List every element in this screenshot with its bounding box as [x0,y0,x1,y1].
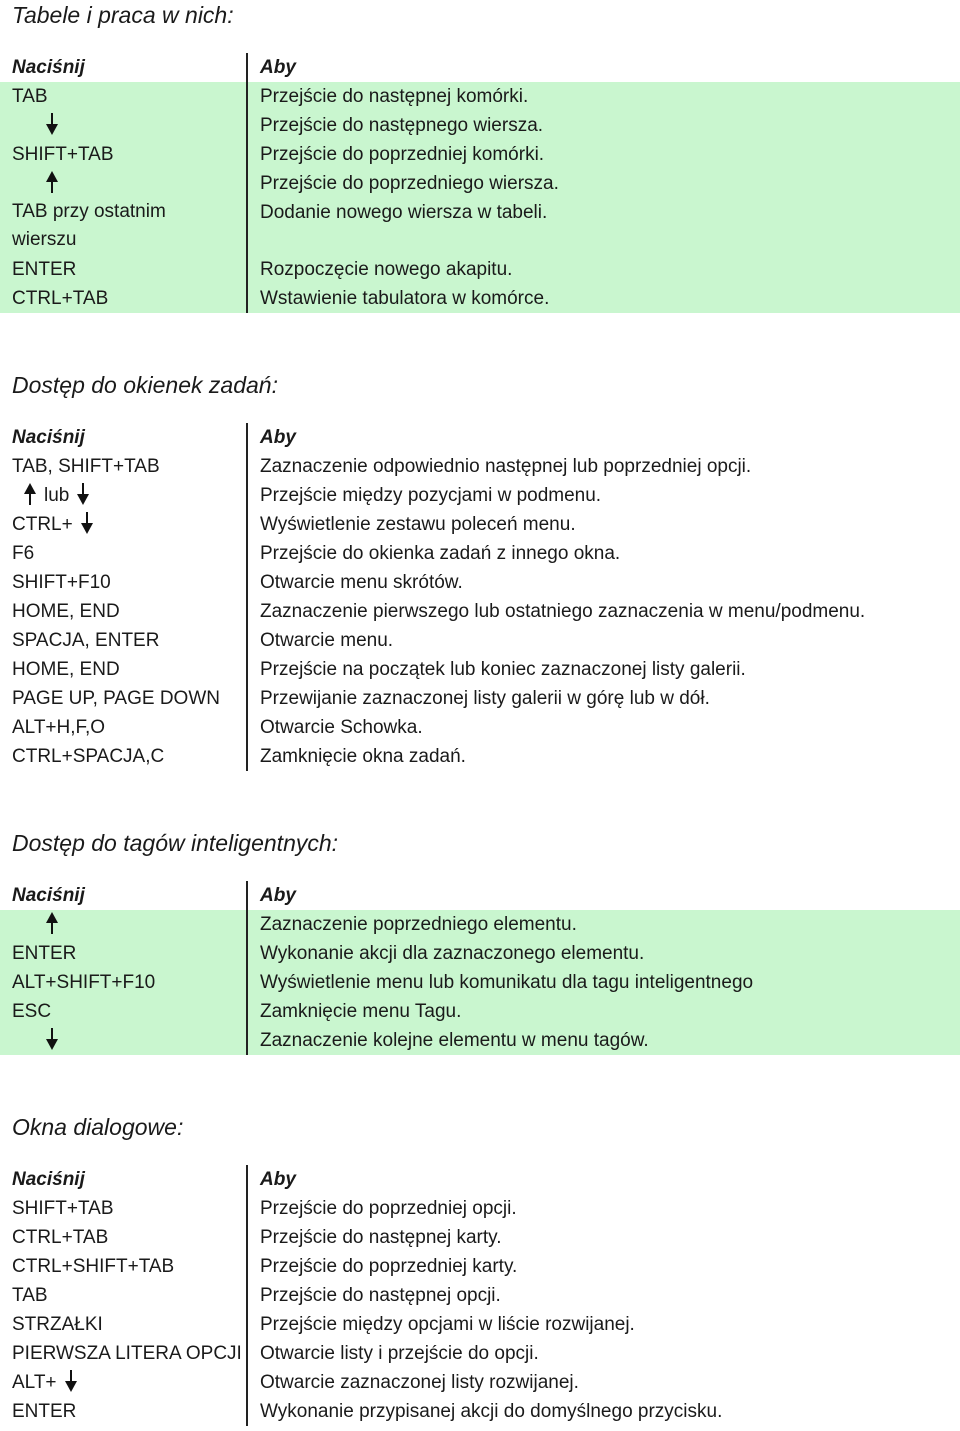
shortcut-key: HOME, END [12,601,120,622]
table-row [0,655,960,684]
shortcut-action: Wykonanie akcji dla zaznaczonego elementu. [247,939,960,968]
table-row [0,111,960,140]
table-row [0,1223,960,1252]
shortcut-action: Otwarcie zaznaczonej listy rozwijanej. [260,1372,579,1393]
shortcut-action: Przejście między pozycjami w podmenu. [260,485,602,506]
shortcut-action: Przejście do poprzedniej karty. [260,1256,518,1277]
table-row [0,939,960,968]
shortcut-key: STRZAŁKI [12,1314,103,1335]
shortcut-key: SHIFT+TAB [12,144,114,165]
shortcut-key-cell [0,284,247,313]
column-header-action: Aby [260,57,296,78]
shortcut-action: Przejście między opcjami w liście rozwijanej. [260,1314,635,1335]
table-row [0,568,960,597]
shortcut-key-cell [0,713,247,742]
shortcut-action: Otwarcie menu skrótów. [260,572,463,593]
shortcut-key: CTRL+TAB [12,1227,109,1248]
shortcut-action: Przejście do następnej komórki. [247,82,960,111]
shortcut-key-cell [0,255,247,284]
arrow-down-icon [75,482,91,506]
shortcut-action: Przejście do poprzedniej opcji. [260,1198,517,1219]
shortcut-key-cell [0,684,247,713]
shortcut-action: Rozpoczęcie nowego akapitu. [247,255,960,284]
section-tabele [0,0,960,313]
shortcut-action: Zaznaczenie kolejne elementu w menu tagów. [247,1026,960,1055]
shortcut-key-cell [0,1026,247,1055]
shortcut-action: Przejście do następnej karty. [260,1227,502,1248]
shortcut-key-cell [0,939,247,968]
shortcut-key-cell [0,910,247,939]
table-row [0,169,960,198]
shortcut-key-cell [0,510,247,539]
section-title: Tabele i praca w nich: [12,2,234,28]
shortcut-key-cell [0,568,247,597]
table-row [0,1026,960,1055]
shortcut-action: Wykonanie przypisanej akcji do domyślnego przycisku. [260,1401,723,1422]
column-header-key: Naciśnij [0,53,247,82]
table-header-row [0,881,960,910]
shortcut-key-cell [0,1397,247,1426]
shortcut-action: Zamknięcie okna zadań. [260,746,466,767]
arrow-down-icon [44,112,60,136]
shortcut-action: Otwarcie Schowka. [260,717,423,738]
shortcut-key-cell [0,481,247,510]
shortcut-action: Zaznaczenie pierwszego lub ostatniego zaznaczenia w menu/podmenu. [260,601,866,622]
shortcut-action: Zaznaczenie poprzedniego elementu. [247,910,960,939]
table-header-row [0,423,960,452]
shortcut-table [0,1165,960,1426]
table-row [0,82,960,111]
shortcut-key: SPACJA, ENTER [12,630,160,651]
shortcut-key-cell [0,1194,247,1223]
shortcut-action: Zamknięcie menu Tagu. [247,997,960,1026]
arrow-down-icon [79,511,95,535]
shortcut-key-cell [0,626,247,655]
table-row [0,1281,960,1310]
shortcut-key-cell [0,997,247,1026]
arrow-up-icon [22,482,38,506]
table-row [0,198,960,255]
table-row [0,997,960,1026]
table-row [0,684,960,713]
shortcut-key: ALT+H,F,O [12,717,106,738]
shortcut-key-cell [0,655,247,684]
section-title: Okna dialogowe: [12,1114,184,1140]
table-row [0,968,960,997]
shortcut-key: F6 [12,543,35,564]
shortcut-key-cell [0,1310,247,1339]
shortcut-action: Wyświetlenie menu lub komunikatu dla tagu inteligentnego [247,968,960,997]
shortcut-key: TAB [12,1285,48,1306]
shortcut-action: Przejście do następnego wiersza. [247,111,960,140]
shortcut-key: ENTER [12,943,77,964]
table-row [0,140,960,169]
shortcut-key-cell [0,1281,247,1310]
arrow-up-icon [44,911,60,935]
shortcut-key: CTRL+TAB [12,288,109,309]
table-header-row [0,1165,960,1194]
table-row [0,1194,960,1223]
shortcut-action: Przejście do okienka zadań z innego okna. [260,543,621,564]
shortcut-action: Wstawienie tabulatora w komórce. [247,284,960,313]
table-row [0,452,960,481]
shortcut-action: Otwarcie listy i przejście do opcji. [260,1343,539,1364]
shortcut-key: PIERWSZA LITERA OPCJI [12,1343,242,1364]
shortcut-key: TAB, SHIFT+TAB [12,456,160,477]
shortcut-key: CTRL+SPACJA,C [12,746,165,767]
shortcut-key: PAGE UP, PAGE DOWN [12,688,220,709]
shortcut-key-cell [0,1252,247,1281]
shortcut-key: ALT+ [12,1372,57,1393]
table-header-row [0,53,960,82]
table-row [0,910,960,939]
section-title: Dostęp do okienek zadań: [12,372,278,398]
shortcut-key-cell [0,968,247,997]
shortcut-action: Przejście do poprzedniej komórki. [247,140,960,169]
shortcut-key: CTRL+ [12,514,73,535]
table-row [0,1339,960,1368]
table-row [0,1252,960,1281]
shortcut-action: Wyświetlenie zestawu poleceń menu. [260,514,576,535]
column-header-key: Naciśnij [0,881,247,910]
section-okna-dialogowe [0,1112,960,1426]
table-row [0,284,960,313]
table-row [0,510,960,539]
shortcut-key-cell [0,742,247,771]
shortcut-key: TAB przy ostatnim wierszu [12,201,166,250]
section-title: Dostęp do tagów inteligentnych: [12,830,339,856]
table-row [0,1397,960,1426]
shortcut-key: ESC [12,1001,52,1022]
table-row [0,713,960,742]
shortcut-action: Przewijanie zaznaczonej listy galerii w górę lub w dół. [260,688,710,709]
shortcut-action: Przejście do następnej opcji. [260,1285,501,1306]
table-row [0,481,960,510]
table-row [0,539,960,568]
shortcut-key: HOME, END [12,659,120,680]
shortcut-key-cell [0,1339,247,1368]
shortcut-key-cell [0,140,247,169]
shortcut-key-cell [0,1223,247,1252]
shortcut-key-cell [0,82,247,111]
shortcut-action: Przejście do poprzedniego wiersza. [247,169,960,198]
column-header-action: Aby [260,1169,296,1190]
column-header-key: Naciśnij [0,423,247,452]
table-row [0,1368,960,1397]
shortcut-key: SHIFT+F10 [12,572,111,593]
arrow-down-icon [63,1369,79,1393]
shortcut-action: Przejście na początek lub koniec zaznaczonej listy galerii. [260,659,746,680]
shortcut-key: CTRL+SHIFT+TAB [12,1256,175,1277]
section-okienka-zadan [0,370,960,771]
shortcut-table [0,53,960,313]
shortcut-key: ENTER [12,1401,77,1422]
shortcut-key-cell [0,597,247,626]
section-tagi [0,828,960,1055]
shortcut-key: ENTER [12,259,77,280]
column-header-key: Naciśnij [0,1165,247,1194]
arrow-up-icon [44,170,60,194]
table-row [0,597,960,626]
table-row [0,255,960,284]
shortcut-key: lub [44,485,70,506]
shortcut-table [0,423,960,771]
shortcut-key-cell [0,539,247,568]
shortcut-action: Dodanie nowego wiersza w tabeli. [247,198,960,255]
shortcut-table [0,881,960,1055]
shortcut-key: SHIFT+TAB [12,1198,114,1219]
shortcut-key-cell [0,198,247,255]
table-row [0,1310,960,1339]
column-header-action: Aby [260,427,296,448]
shortcut-key: ALT+SHIFT+F10 [12,972,156,993]
table-row [0,626,960,655]
shortcut-action: Otwarcie menu. [260,630,394,651]
arrow-down-icon [44,1027,60,1051]
shortcut-key-cell [0,452,247,481]
shortcut-key-cell [0,169,247,198]
shortcut-key-cell [0,1368,247,1397]
table-row [0,742,960,771]
shortcut-key-cell [0,111,247,140]
shortcut-key: TAB [12,86,48,107]
column-header-action: Aby [260,885,296,906]
shortcut-action: Zaznaczenie odpowiednio następnej lub poprzedniej opcji. [260,456,752,477]
